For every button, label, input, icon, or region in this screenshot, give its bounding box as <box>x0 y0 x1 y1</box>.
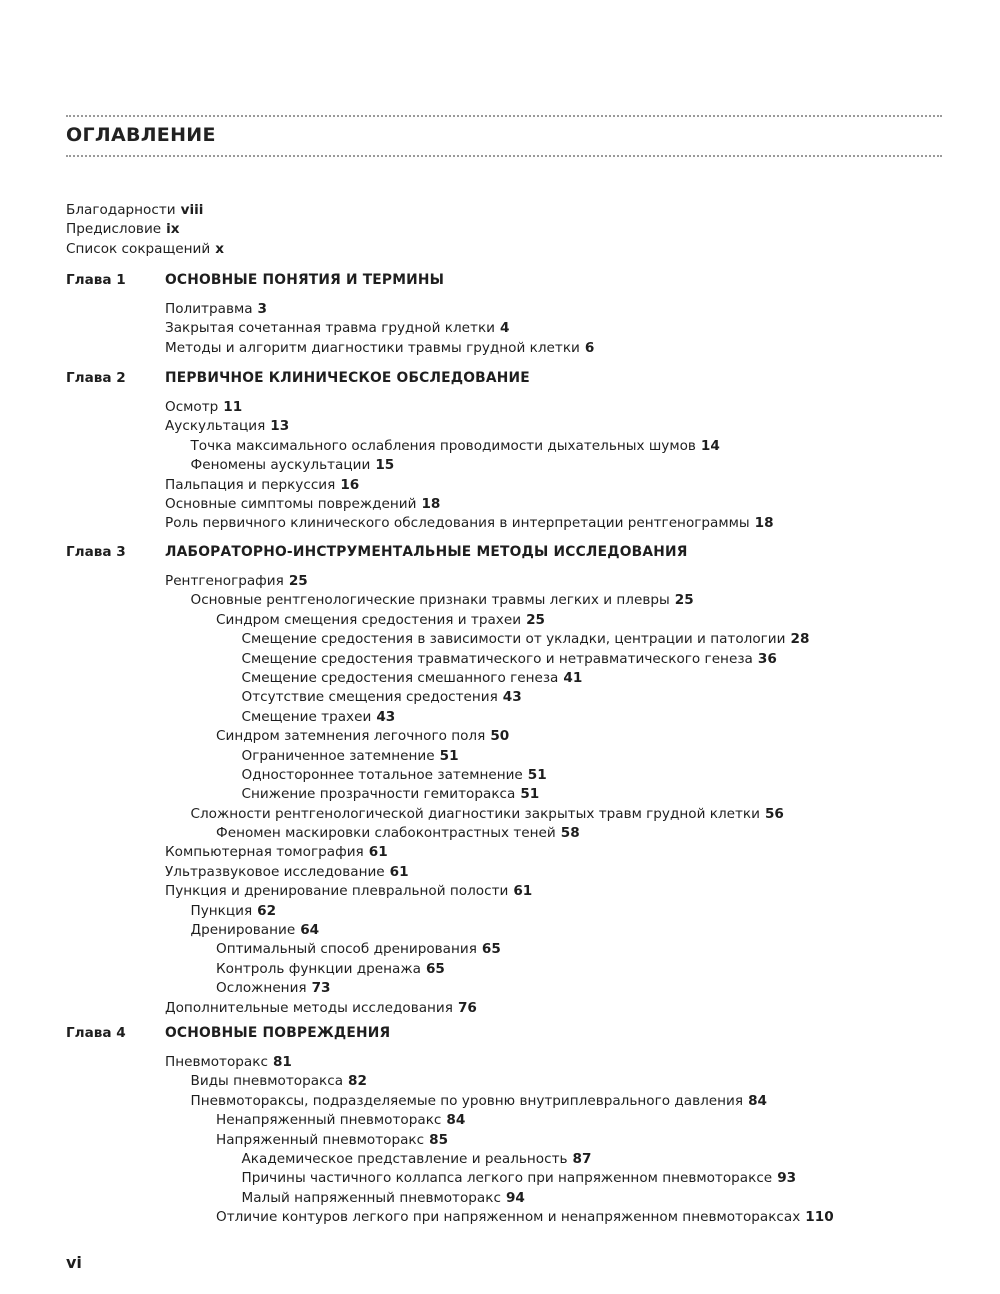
toc-entry <box>165 1169 946 1188</box>
toc-entry-title: Смещение средостения в зависимости от укладки, центрации и патологии <box>241 631 786 648</box>
toc-entry-page: 4 <box>500 320 510 337</box>
chapter-1 <box>66 270 946 358</box>
chapter-entries <box>165 1053 946 1228</box>
toc-entry <box>165 1111 946 1130</box>
toc-entry-page: 73 <box>311 980 331 997</box>
toc-entry-title: Пункция и дренирование плевральной полости <box>165 883 509 900</box>
toc-entry-title: Предисловие <box>66 221 162 238</box>
toc-entry-page: 15 <box>375 457 395 474</box>
toc-entry-page: 43 <box>502 689 522 706</box>
toc-entry-title: Основные рентгенологические признаки травмы легких и плевры <box>190 592 670 609</box>
toc-entry-page: 25 <box>526 611 545 628</box>
toc-entry-title: Напряженный пневмоторакс <box>216 1131 425 1148</box>
toc-entry <box>165 650 946 669</box>
chapter-title: ОСНОВНЫЕ ПОВРЕЖДЕНИЯ <box>165 1025 391 1041</box>
toc-entry-page: 28 <box>790 631 810 648</box>
chapter-heading <box>66 1023 946 1053</box>
toc-entry-page: 61 <box>368 844 388 861</box>
toc-entry-page: 64 <box>300 922 320 939</box>
toc-entry-title: Пневмоторакс <box>165 1054 268 1070</box>
chapter-title: ОСНОВНЫЕ ПОНЯТИЯ И ТЕРМИНЫ <box>165 272 445 288</box>
toc-entry-page: 11 <box>223 399 243 415</box>
toc-entry-page: 65 <box>481 941 501 958</box>
toc-entry-title: Ограниченное затемнение <box>241 747 435 764</box>
toc-entry-page: 93 <box>777 1170 797 1187</box>
toc-entry-page: 51 <box>527 766 547 783</box>
bottom-dotted-rule <box>66 155 942 157</box>
toc-entry <box>165 300 946 319</box>
toc-entry-title: Рентгенография <box>165 573 284 589</box>
toc-entry-page: 13 <box>270 418 290 435</box>
chapter-label: Глава 4 <box>66 1025 126 1041</box>
toc-entry-page: x <box>215 240 225 257</box>
chapter-heading <box>66 542 946 572</box>
toc-entry-page: 51 <box>520 786 540 803</box>
toc-entry <box>165 727 946 746</box>
toc-entry-page: 16 <box>340 476 360 493</box>
toc-entry-page: 76 <box>457 999 477 1016</box>
toc-entry-title: Малый напряженный пневмоторакс <box>241 1189 501 1206</box>
toc-entry-title: Сложности рентгенологической диагностики закрытых травм грудной клетки <box>190 805 760 822</box>
toc-entry <box>165 766 946 785</box>
toc-entry <box>165 514 946 533</box>
toc-entry-title: Отличие контуров легкого при напряженном и ненапряженном пневмотораксах <box>216 1209 801 1226</box>
toc-entry <box>165 902 946 921</box>
toc-entry-page: 14 <box>700 437 720 454</box>
toc-entry <box>165 591 946 610</box>
toc-entry <box>165 1053 946 1072</box>
toc-entry-title: Роль первичного клинического обследования в интерпретации рентгенограммы <box>165 515 750 532</box>
toc-entry-title: Смещение средостения травматического и нетравматического генеза <box>241 650 753 667</box>
toc-entry-title: Благодарности <box>66 202 176 218</box>
toc-entry-title: Основные симптомы повреждений <box>165 495 417 512</box>
toc-entry-page: 87 <box>572 1150 592 1167</box>
toc-entry-page: 36 <box>757 650 777 667</box>
toc-entry <box>165 572 946 591</box>
toc-entry-page: 50 <box>490 728 510 745</box>
chapter-title: ПЕРВИЧНОЕ КЛИНИЧЕСКОЕ ОБСЛЕДОВАНИЕ <box>165 370 530 386</box>
toc-entry-page: 58 <box>560 825 580 842</box>
toc-entry <box>165 785 946 804</box>
toc-entry-page: 18 <box>754 515 774 532</box>
toc-entry <box>165 398 946 417</box>
toc-entry-page: 41 <box>563 669 583 686</box>
chapter-label: Глава 2 <box>66 370 126 386</box>
toc-entry-title: Снижение прозрачности гемиторакса <box>241 786 516 803</box>
toc-entry-title: Методы и алгоритм диагностики травмы грудной клетки <box>165 339 580 356</box>
toc-entry-page: ix <box>166 221 180 238</box>
toc-entry-page: viii <box>180 202 204 218</box>
chapter-title: ЛАБОРАТОРНО-ИНСТРУМЕНТАЛЬНЫЕ МЕТОДЫ ИССЛЕДОВАНИЯ <box>165 544 688 560</box>
toc-entry <box>165 1072 946 1091</box>
toc-entry <box>165 476 946 495</box>
front-matter-list <box>66 201 224 259</box>
chapter-entries <box>165 300 946 358</box>
chapter-heading <box>66 368 946 398</box>
toc-entry <box>66 220 224 239</box>
toc-entry-title: Контроль функции дренажа <box>216 960 421 977</box>
page-number: vi <box>66 1253 82 1272</box>
toc-entry <box>165 882 946 901</box>
toc-entry-title: Смещение средостения смешанного генеза <box>241 669 559 686</box>
toc-entry-title: Пневмотораксы, подразделяемые по уровню внутриплеврального давления <box>190 1092 744 1109</box>
toc-entry-title: Одностороннее тотальное затемнение <box>241 766 523 783</box>
toc-entry-page: 81 <box>272 1054 292 1070</box>
toc-entry-page: 3 <box>257 301 268 317</box>
toc-entry-title: Феномен маскировки слабоконтрастных теней <box>216 825 556 842</box>
toc-entry <box>165 921 946 940</box>
chapter-4 <box>66 1023 946 1228</box>
toc-entry-title: Виды пневмоторакса <box>190 1073 344 1090</box>
toc-entry-title: Дополнительные методы исследования <box>165 999 453 1016</box>
toc-entry-page: 56 <box>764 805 784 822</box>
toc-entry-title: Отсутствие смещения средостения <box>241 689 498 706</box>
toc-entry-title: Точка максимального ослабления проводимости дыхательных шумов <box>190 437 696 454</box>
toc-entry-title: Политравма <box>165 301 253 317</box>
toc-entry-page: 94 <box>505 1189 525 1206</box>
toc-entry <box>165 824 946 843</box>
toc-entry-title: Пальпация и перкуссия <box>165 476 336 493</box>
toc-entry-page: 61 <box>513 883 533 900</box>
toc-entry-page: 110 <box>805 1209 834 1226</box>
toc-entry <box>165 999 946 1018</box>
toc-entry-page: 85 <box>429 1131 449 1148</box>
chapter-label: Глава 1 <box>66 272 126 288</box>
toc-entry <box>165 1150 946 1169</box>
toc-entry <box>165 495 946 514</box>
toc-entry-title: Осмотр <box>165 399 219 415</box>
chapter-label: Глава 3 <box>66 544 126 560</box>
toc-entry <box>165 1189 946 1208</box>
toc-entry <box>165 843 946 862</box>
toc-entry <box>165 437 946 456</box>
toc-entry <box>165 319 946 338</box>
toc-entry <box>165 1208 946 1227</box>
toc-entry <box>165 456 946 475</box>
toc-entry-title: Аускультация <box>165 418 266 435</box>
toc-entry-page: 18 <box>421 495 441 512</box>
toc-entry-title: Феномены аускультации <box>190 457 371 474</box>
toc-entry-page: 62 <box>257 902 277 919</box>
toc-entry <box>165 611 946 630</box>
toc-entry-page: 84 <box>748 1092 767 1109</box>
toc-entry <box>165 708 946 727</box>
top-dotted-rule <box>66 115 942 117</box>
toc-entry <box>165 960 946 979</box>
toc-entry <box>165 339 946 358</box>
toc-entry <box>66 201 224 220</box>
toc-entry <box>165 940 946 959</box>
toc-entry-title: Причины частичного коллапса легкого при напряженном пневмотораксе <box>241 1170 773 1187</box>
toc-entry-title: Синдром смещения средостения и трахеи <box>216 611 522 628</box>
toc-entry-page: 61 <box>389 863 409 880</box>
toc-entry-page: 84 <box>446 1112 466 1129</box>
page-title: ОГЛАВЛЕНИЕ <box>66 124 216 146</box>
toc-entry-title: Компьютерная томография <box>165 844 364 861</box>
toc-entry-title: Оптимальный способ дренирования <box>216 941 477 958</box>
toc-entry-title: Смещение трахеи <box>241 708 372 725</box>
toc-entry-page: 51 <box>439 747 459 764</box>
toc-entry <box>165 630 946 649</box>
chapter-entries <box>165 398 946 534</box>
toc-entry <box>165 805 946 824</box>
toc-entry <box>165 863 946 882</box>
chapter-heading <box>66 270 946 300</box>
toc-entry-page: 6 <box>584 339 595 356</box>
toc-entry-title: Академическое представление и реальность <box>241 1150 568 1167</box>
toc-entry <box>66 240 224 259</box>
toc-entry-page: 25 <box>288 573 308 589</box>
toc-entry <box>165 688 946 707</box>
toc-entry <box>165 417 946 436</box>
toc-entry-title: Дренирование <box>190 922 296 939</box>
toc-entry-title: Список сокращений <box>66 240 211 257</box>
chapter-3 <box>66 542 946 1018</box>
toc-entry <box>165 1092 946 1111</box>
chapter-2 <box>66 368 946 534</box>
toc-entry-page: 25 <box>674 592 694 609</box>
toc-entry <box>165 669 946 688</box>
toc-entry-page: 43 <box>376 708 396 725</box>
toc-entry-page: 82 <box>348 1073 367 1090</box>
toc-entry <box>165 747 946 766</box>
toc-entry <box>165 1131 946 1150</box>
toc-entry-title: Синдром затемнения легочного поля <box>216 728 486 745</box>
toc-entry-title: Осложнения <box>216 980 307 997</box>
toc-entry-title: Пункция <box>190 902 253 919</box>
toc-entry-page: 65 <box>425 960 445 977</box>
toc-entry <box>165 979 946 998</box>
toc-entry-title: Ультразвуковое исследование <box>165 863 385 880</box>
toc-entry-title: Ненапряженный пневмоторакс <box>216 1112 442 1129</box>
toc-entry-title: Закрытая сочетанная травма грудной клетки <box>165 320 496 337</box>
chapter-entries <box>165 572 946 1018</box>
